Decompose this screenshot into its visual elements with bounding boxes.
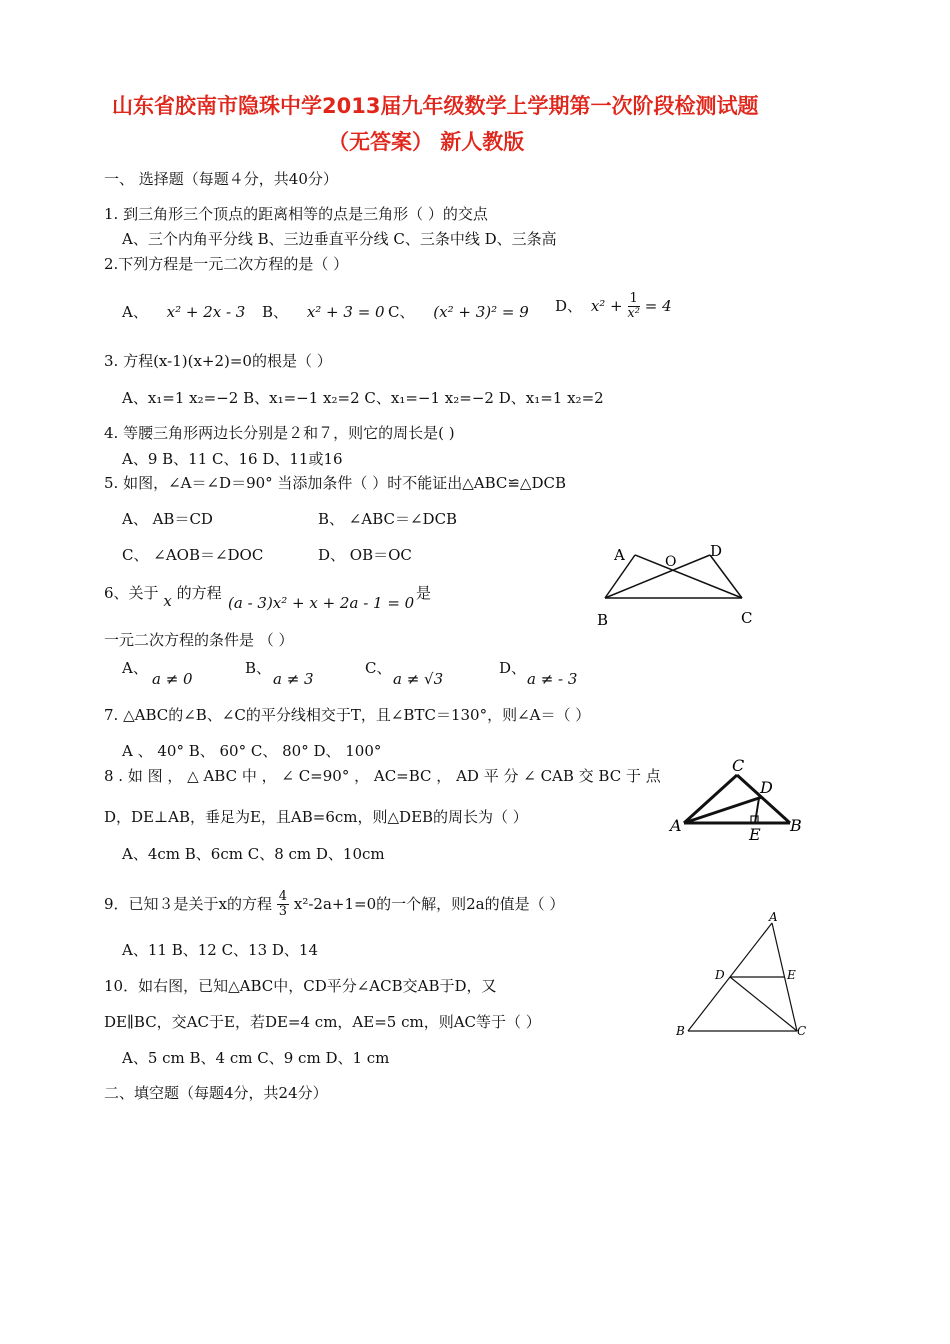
q6-stem [104, 584, 222, 610]
q10-fig-label-e: E [787, 968, 796, 982]
q10-options: A、5 cm B、4 cm C、9 cm D、1 cm [122, 1049, 390, 1067]
q8-stem-line2: D，DE⊥AB，垂足为E，且AB=6cm，则△DEB的周长为（ ） [104, 808, 528, 826]
q8-options: A、4cm B、6cm C、8 cm D、10cm [122, 845, 385, 863]
q2-option-a-expr: x² + 2x - 3 [166, 303, 246, 321]
q6-option-d-label: D、 [499, 659, 527, 677]
q5-option-d: D、 OB＝OC [318, 546, 412, 564]
q10-fig-label-c: C [797, 1024, 807, 1038]
q4-stem: 4. 等腰三角形两边长分别是２和７，则它的周长是( ) [104, 424, 455, 442]
q8-fig-label-e: E [749, 825, 761, 844]
q6-option-b-expr: a ≠ 3 [273, 670, 314, 688]
q2-stem: 2.下列方程是一元二次方程的是（ ） [104, 255, 349, 273]
q8-fig-label-d: D [760, 778, 773, 797]
section-1-title: 一、 选择题（每题４分，共40分） [104, 170, 338, 188]
q5-option-c: C、 ∠AOB＝∠DOC [122, 546, 264, 564]
q2-option-b-expr: x² + 3 = 0 [306, 303, 385, 321]
q6-option-d-expr: a ≠ - 3 [527, 670, 578, 688]
q2-option-c-label: C、 [388, 303, 415, 321]
q2-option-b-label: B、 [262, 303, 289, 321]
q2-option-c-expr: (x² + 3)² = 9 [433, 303, 529, 321]
q2-option-d [555, 292, 672, 322]
q2-option-d-post: = 4 [644, 296, 672, 315]
q3-options: A、x₁=1 x₂=−2 B、x₁=−1 x₂=2 C、x₁=−1 x₂=−2 D、x₁=1 x₂=2 [122, 389, 604, 407]
q6-option-c-expr: a ≠ √3 [393, 670, 444, 688]
q3-stem: 3. 方程(x-1)(x+2)=0的根是（ ） [104, 352, 332, 370]
q6-stem-pre: 6、关于 [104, 584, 159, 602]
q6-option-c-label: C、 [365, 659, 392, 677]
q6-option-a-label: A、 [122, 659, 148, 677]
q6-stem-mid: 的方程 [176, 584, 222, 602]
q2-option-d-label: D、 [555, 296, 583, 315]
q1-options: A、三个内角平分线 B、三边垂直平分线 C、三条中线 D、三条高 [122, 230, 557, 248]
q6-stem-post: 是 [416, 584, 432, 602]
q9-options: A、11 B、12 C、13 D、14 [122, 941, 319, 959]
q6-option-a-expr: a ≠ 0 [152, 670, 193, 688]
q5-option-b: B、 ∠ABC＝∠DCB [318, 510, 458, 528]
q2-option-a [122, 303, 245, 321]
q4-options: A、9 B、11 C、16 D、11或16 [122, 450, 343, 468]
q8-fig-label-a: A [670, 816, 682, 835]
q9-frac-num: 4 [278, 889, 288, 904]
q8-figure [662, 750, 812, 845]
q5-fig-label-b: B [597, 611, 609, 629]
q5-fig-label-o: O [665, 554, 677, 570]
page-title: 山东省胶南市隐珠中学2013届九年级数学上学期第一次阶段检测试题 [112, 94, 759, 118]
q6-option-b-label: B、 [245, 659, 272, 677]
q5-fig-label-a: A [614, 546, 625, 564]
q6-equation: (a - 3)x² + x + 2a - 1 = 0 [228, 594, 415, 612]
q2-option-b [262, 303, 385, 321]
q8-stem: 8 . 如 图 ， △ ABC 中 ， ∠ C=90° ， AC=BC ， AD 平 分 ∠ CAB 交 BC 于 点 [104, 767, 661, 785]
q2-option-c [388, 303, 529, 321]
q5-fig-label-c: C [741, 609, 753, 627]
q10-stem: 10．如右图，已知△ABC中，CD平分∠ACB交AB于D，又 [104, 977, 497, 995]
q9-stem-pre: 9．已知３是关于x的方程 [104, 894, 273, 913]
q9-frac-den: 3 [278, 904, 288, 920]
page-subtitle: （无答案） 新人教版 [328, 130, 525, 154]
q5-option-a: A、 AB＝CD [122, 510, 213, 528]
q6-var: x [163, 592, 172, 610]
q6-stem-line2: 一元二次方程的条件是 （ ） [104, 631, 294, 649]
q5-figure [585, 535, 775, 635]
q10-fig-label-a: A [769, 910, 778, 924]
q9-stem-post: x²-2a+1=0的一个解，则2a的值是（ ） [293, 894, 565, 913]
q2-option-d-den: x² [627, 306, 640, 322]
q7-stem: 7. △ABC的∠B、∠C的平分线相交于T，且∠BTC＝130°，则∠A＝（ ） [104, 706, 591, 724]
q1-stem: 1. 到三角形三个顶点的距离相等的点是三角形（ ）的交点 [104, 205, 488, 223]
q9-stem [104, 890, 564, 920]
q7-options: A 、 40° B、 60° C、 80° D、 100° [122, 742, 382, 760]
q5-fig-label-d: D [710, 542, 723, 560]
q2-option-a-label: A、 [122, 303, 148, 321]
q2-option-d-num: 1 [629, 291, 638, 306]
q10-fig-label-b: B [676, 1024, 685, 1038]
q5-stem: 5. 如图，∠A＝∠D＝90° 当添加条件（ ）时不能证出△ABC≌△DCB [104, 474, 566, 492]
q10-fig-label-d: D [715, 968, 725, 982]
q2-option-d-pre: x² + [590, 296, 623, 315]
q9-fraction [277, 890, 289, 920]
section-2-title: 二、填空题（每题4分，共24分） [104, 1084, 328, 1102]
q10-figure [672, 905, 817, 1040]
q8-fig-label-b: B [790, 816, 802, 835]
q2-option-d-fraction [627, 292, 640, 322]
q10-stem-line2: DE∥BC，交AC于E，若DE=4 cm，AE=5 cm，则AC等于（ ） [104, 1013, 541, 1031]
q8-fig-label-c: C [732, 756, 745, 775]
